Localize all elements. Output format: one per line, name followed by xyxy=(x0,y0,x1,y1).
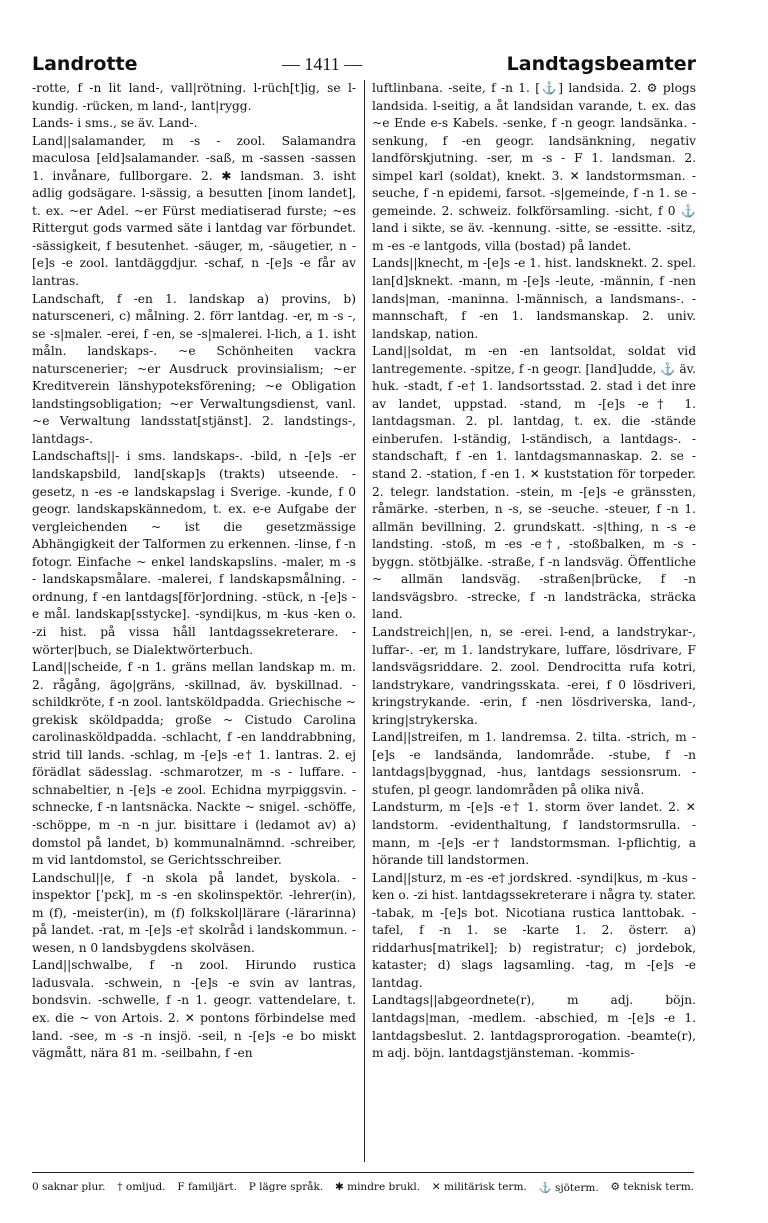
dictionary-entry: Landstreich||en, n, se -erei. l-end, a landstrykar-, luffar-. -er, m 1. landstrykare, luffare, lösdrivare, F landsvägsriddare. 2. zool. Dendrocitta rufa kotri, landstrykare, vandringsskata. -erei, f 0 lösdriveri, kringstrykande. -erin, f -nen lösdriverska, land-, kring|strykerska. xyxy=(372,624,696,727)
footer-rule xyxy=(32,1172,694,1173)
header-left-catchword: Landrotte xyxy=(32,53,138,75)
dictionary-entry: Landtags||abgeordnete(r), m adj. böjn. lantdags|man, -medlem. -abschied, m -[e]s -e 1. lantdagsbeslut. 2. lantdagsprorogation. -beamte(r), m adj. böjn. lantdagstjänsteman. -kommis- xyxy=(372,993,696,1061)
legend-item: P lägre språk. xyxy=(248,1181,324,1193)
dictionary-entry: Landschafts||- i sms. landskaps-. -bild, n -[e]s -er landskapsbild, land[skap]s (trakts) utseende. -gesetz, n -es -e landskapslag i Sverige. -kunde, f 0 geogr. landskapskännedom, t. ex. e-e Aufgabe der vergleichenden ~ ist die gesetzmässige Abhängigkeit der Talformen zu erkennen. -linse, f -n fotogr. Einfache ~ enkel landskapslins. -maler, m -s - landskapsmålare. -malerei, f landskapsmålning. -ordnung, f -en lantdags[för]ordning. -stück, n -[e]s -e mål. landskap[sstycke]. -syndi|kus, m -kus -ken o. -zi hist. på vissa håll lantdagssekreterare. -wörter|buch, se Dialektwörterbuch. xyxy=(32,449,356,657)
dictionary-entry: Land||streifen, m 1. landremsa. 2. tilta. -strich, m -[e]s -e landsända, landområde. -stube, f -n lantdags|byggnad, -hus, lantdags sessionsrum. -stufen, pl geogr. landområden på olika nivå. xyxy=(372,730,696,797)
page-header xyxy=(32,50,696,78)
legend-item: † omljud. xyxy=(117,1181,166,1193)
two-column-body xyxy=(32,80,694,1170)
dictionary-entry: -rotte, f -n lit land-, vall|rötning. l-rüch[t]ig, se l-kundig. -rücken, m land-, lant|rygg. xyxy=(32,81,356,113)
legend-item: F familjärt. xyxy=(177,1181,237,1193)
legend-item: ✕ militärisk term. xyxy=(431,1181,527,1193)
left-column xyxy=(32,80,356,1162)
legend-item: ✱ mindre brukl. xyxy=(334,1181,421,1193)
page-number: — 1411 — xyxy=(281,53,363,74)
dictionary-entry: Landschaft, f -en 1. landskap a) provins, b) natursceneri, c) målning. 2. förr lantdag. -er, m -s -, se -s|maler. -erei, f -en, se -s|malerei. l-lich, a 1. isht måln. landskaps-. ~e Schönheiten vackra naturscenerier; ~er Ausdruck provinsialism; ~er Kreditverein länshypoteksförening; ~e Obligation landstingsobligation; ~er Verwaltungsdienst, vanl. ~e Verwaltung landsstat[stjänst]. 2. landstings-, lantdags-. xyxy=(32,291,356,446)
legend-item: 0 saknar plur. xyxy=(32,1181,106,1193)
dictionary-entry: luftlinbana. -seite, f -n 1. [⚓] landsida. 2. ⚙ plogs landsida. l-seitig, a åt landsidan varande, t. ex. das ~e Ende e-s Kabels. -senke, f -n geogr. landsänka. -senkung, f -en geogr. landsänkning, negativ landförskjutning. -ser, m -s - F 1. landsman. 2. simpel karl (soldat), knekt. 3. ✕ landstormsman. -seuche, f -n epidemi, farsot. -s|gemeinde, f -n 1. se -gemeinde. 2. schweiz. folkförsamling. -sicht, f 0 ⚓ land i sikte, se äv. -kennung. -sitte, se -essitte. -sitz, m -es -e lantgods, villa (bostad) på landet. xyxy=(372,81,696,253)
dictionary-entry: Landschul||e, f -n skola på landet, byskola. -inspektor [ˈpɛk], m -s -en skolinspektör. -lehrer(in), m (f), -meister(in), m (f) folkskol|lärare (-lärarinna) på landet. -rat, m -[e]s -e† skolråd i landskommun. -wesen, n 0 landsbygdens skolväsen. xyxy=(32,870,356,955)
dictionary-entry: Landsturm, m -[e]s -e† 1. storm över landet. 2. ✕ landstorm. -evidenthaltung, f landstormsrulla. -mann, m -[e]s -er† landstormsman. l-pflichtig, a hörande till landstormen. xyxy=(372,800,696,868)
dictionary-entry: Land||sturz, m -es -e† jordskred. -syndi|kus, m -kus -ken o. -zi hist. lantdagssekreterare i några ty. stater. -tabak, m -[e]s bot. Nicotiana rustica lanttobak. -tafel, f -n 1. se -karte 1. 2. österr. a) riddarhus[matrikel]; b) registratur; c) jordebok, kataster; d) slags lagsamling. -tag, m -[e]s -e lantdag. xyxy=(372,870,696,990)
abbreviation-legend xyxy=(32,1177,694,1197)
dictionary-entry: Land||scheide, f -n 1. gräns mellan landskap m. m. 2. rågång, ägo|gräns, -skillnad, äv. byskillnad. -schildkröte, f -n zool. lantsköldpadda. Griechische ~ grekisk sköldpadda; große ~ Cistudo Carolina carolinasköldpadda. -schlacht, f -en landdrabbning, strid till lands. -schlag, m -[e]s -e† 1. lantras. 2. ej förädlat sädesslag. -schmarotzer, m -s - luffare. -schnabeltier, n -[e]s -e zool. Echidna myrpiggsvin. -schnecke, f -n lantsnäcka. Nackte ~ snigel. -schöffe, -schöppe, m -n -n jur. bisittare i (ledamot av) a) domstol på landet, b) kommunalnämnd. -schreiber, m vid lantdomstol, se Gerichtsschreiber. xyxy=(32,660,356,868)
header-right-catchword: Landtagsbeamter xyxy=(506,53,696,75)
column-divider xyxy=(364,80,365,1162)
dictionary-entry: Land||soldat, m -en -en lantsoldat, soldat vid lantregemente. -spitze, f -n geogr. [land]udde, ⚓ äv. huk. -stadt, f -e† 1. landsortsstad. 2. stad i det inre av landet, uppstad. -stand, m -[e]s -e† 1. lantdagsman. 2. pl. lantdag, t. ex. die -stände einberufen. l-ständig, l-ständisch, a lantdags-. -standschaft, f -en 1. lantdagsmannaskap. 2. se -stand 2. -station, f -en 1. ✕ kuststation för torpeder. 2. telegr. landstation. -stein, m -[e]s -e gränssten, råmärke. -sterben, n -s, se -seuche. -steuer, f -n 1. allmän bevillning. 2. grundskatt. -s|thing, n -s -e landsting. -stoß, m -es -e†, -stoßbalken, m -s - byggn. stötbjälke. -straße, f -n landsväg. Öffentliche ~ allmän landsväg. -straßen|brücke, f -n landsvägsbro. -strecke, f -n landsträcka, sträcka land. xyxy=(372,344,696,622)
dictionary-entry: Lands- i sms., se äv. Land-. xyxy=(32,116,198,131)
right-column xyxy=(372,80,696,1162)
dictionary-entry: Lands||knecht, m -[e]s -e 1. hist. landsknekt. 2. spel. lan[d]sknekt. -mann, m -[e]s -leute, -männin, f -nen lands|man, -maninna. l-männisch, a landsmans-. -mannschaft, f -en 1. landsmanskap. 2. univ. landskap, nation. xyxy=(372,256,696,341)
legend-item: ⚙ teknisk term. xyxy=(610,1181,694,1193)
dictionary-entry: Land||salamander, m -s - zool. Salamandra maculosa [eld]salamander. -saß, m -sassen -sassen 1. invånare, fullborgare. 2. ✱ landsman. 3. isht adlig godsägare. l-sässig, a besutten [inom landet], t. ex. ~er Adel. ~er Fürst mediatiserad furste; ~es Rittergut gods varmed säte i lantdag var förbundet. -sässigkeit, f besutenhet. -säuger, m, -säugetier, n -[e]s -e zool. lantdäggdjur. -schaf, n -[e]s -e får av lantras. xyxy=(32,133,356,289)
legend-item: ⚓ sjöterm. xyxy=(538,1181,599,1194)
dictionary-entry: Land||schwalbe, f -n zool. Hirundo rustica ladusvala. -schwein, n -[e]s -e svin av lantras, bondsvin. -schwelle, f -n 1. geogr. vattendelare, t. ex. die ~ von Artois. 2. ✕ pontons förbindelse med land. -see, m -s -n insjö. -seil, n -[e]s -e bo miskt vägmått, nära 81 m. -seilbahn, f -en xyxy=(32,958,356,1061)
